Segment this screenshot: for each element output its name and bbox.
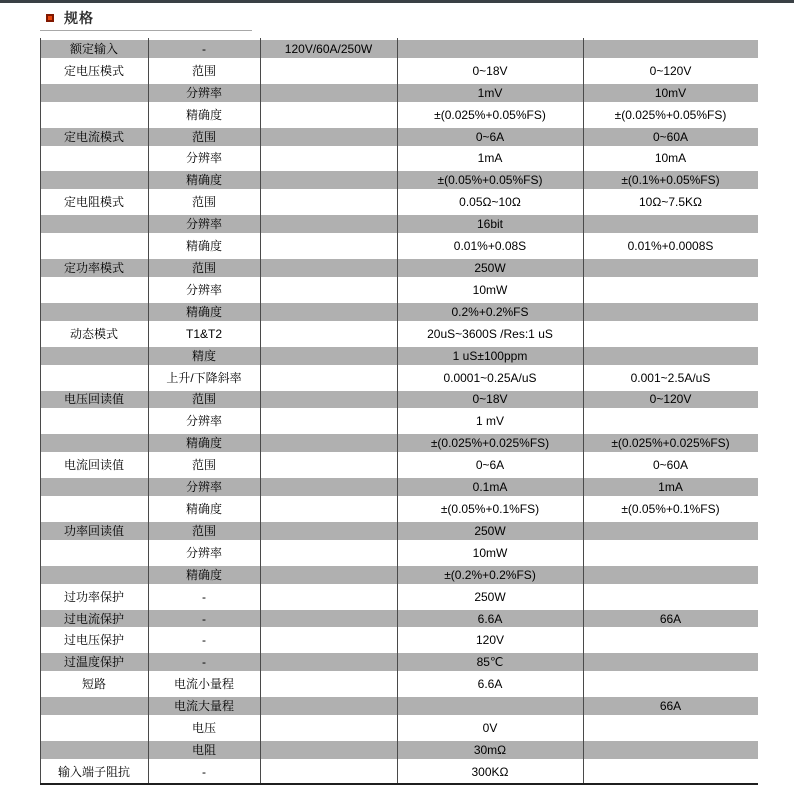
table-cell-item: -: [202, 633, 206, 648]
table-cell-item: 分辨率: [185, 414, 222, 429]
table-cell-item: -: [202, 655, 206, 670]
table-cell-value-high: 1mA: [658, 480, 683, 495]
table-cell-value-low: 10mW: [472, 545, 508, 560]
table-cell-item: 分辨率: [185, 151, 222, 166]
table-cell-note: [260, 761, 397, 783]
table-cell-item: 范围: [191, 458, 216, 473]
table-cell-value-low: 10mW: [472, 282, 508, 297]
table-cell-note: [260, 191, 397, 213]
table-cell-value-low: 300KΩ: [471, 764, 509, 779]
table-cell-value-high: [583, 586, 758, 608]
table-cell-category: 输入端子阻抗: [57, 764, 130, 779]
table-cell-value-low: 6.6A: [477, 611, 503, 626]
table-cell-value-low: 250W: [474, 523, 506, 538]
table-cell-value-high: 66A: [659, 699, 682, 714]
table-cell-category: 电压回读值: [63, 392, 124, 407]
table-cell-value-low: ±(0.2%+0.2%FS): [444, 567, 536, 582]
grid-line-col1: [148, 38, 149, 783]
table-cell-category: [40, 148, 148, 170]
grid-line-left: [40, 38, 41, 783]
table-cell-value-low: 250W: [474, 589, 506, 604]
table-cell-item: 范围: [191, 523, 216, 538]
section-header: [46, 8, 94, 28]
table-cell-note: [260, 259, 397, 277]
table-cell-note: [260, 171, 397, 189]
table-cell-category: [40, 347, 148, 365]
table-cell-value-low: 0~6A: [475, 129, 505, 144]
table-cell-category: 短路: [81, 677, 106, 692]
table-cell-value-low: 30mΩ: [473, 742, 507, 757]
table-cell-item: 精度: [191, 348, 216, 363]
table-cell-note: [260, 478, 397, 496]
table-cell-item: T1&T2: [185, 326, 222, 341]
table-cell-value-low: 120V: [475, 633, 505, 648]
table-cell-category: 过温度保护: [63, 655, 124, 670]
table-cell-note: [260, 104, 397, 126]
table-cell-category: [40, 410, 148, 432]
table-cell-category: [40, 542, 148, 564]
table-cell-item: 范围: [191, 261, 216, 276]
table-cell-value-high: [583, 717, 758, 739]
table-cell-value-high: 0~120V: [649, 63, 692, 78]
table-cell-value-high: 10Ω~7.5KΩ: [639, 195, 702, 210]
spec-table-rows: [40, 38, 758, 783]
table-cell-item: 分辨率: [185, 217, 222, 232]
table-cell-note: [260, 367, 397, 389]
spec-table: [40, 38, 758, 785]
table-cell-value-high: ±(0.025%+0.025%FS): [611, 436, 730, 451]
table-cell-value-high: [583, 542, 758, 564]
table-cell-note: [260, 215, 397, 233]
page-title: 规格: [64, 10, 94, 26]
table-cell-value-low: 0.0001~0.25A/uS: [443, 370, 537, 385]
page-top-rule: [0, 0, 794, 3]
table-cell-note: [260, 673, 397, 695]
table-cell-value-high: [583, 761, 758, 783]
table-cell-value-low: [397, 40, 583, 58]
table-cell-value-high: ±(0.05%+0.1%FS): [621, 501, 720, 516]
table-cell-value-high: 0~120V: [649, 392, 692, 407]
table-cell-item: 精确度: [185, 107, 222, 122]
table-cell-item: 范围: [191, 195, 216, 210]
table-cell-value-high: [583, 741, 758, 759]
table-cell-item: 分辨率: [185, 480, 222, 495]
table-cell-category: [40, 235, 148, 257]
table-cell-note: [260, 410, 397, 432]
table-cell-value-low: 1mA: [477, 151, 503, 166]
table-cell-note: [260, 84, 397, 102]
table-cell-note: [260, 586, 397, 608]
table-cell-item: 精确度: [185, 567, 222, 582]
table-cell-item: 精确度: [185, 436, 222, 451]
table-cell-value-low: ±(0.05%+0.05%FS): [437, 173, 543, 188]
table-cell-note: [260, 717, 397, 739]
table-cell-value-high: 0~60A: [652, 129, 689, 144]
grid-line-col2: [260, 38, 261, 783]
table-cell-value-high: [583, 323, 758, 345]
table-cell-note: [260, 610, 397, 628]
table-cell-note: [260, 303, 397, 321]
table-cell-item: 分辨率: [185, 282, 222, 297]
table-cell-note: [260, 542, 397, 564]
table-cell-category: 额定输入: [69, 41, 118, 56]
table-cell-note: [260, 697, 397, 715]
table-cell-value-low: 6.6A: [477, 677, 503, 692]
table-cell-category: [40, 434, 148, 452]
table-cell-category: 过电压保护: [63, 633, 124, 648]
table-cell-value-high: [583, 40, 758, 58]
table-cell-category: 动态模式: [69, 326, 118, 341]
grid-line-col3: [397, 38, 398, 783]
table-cell-value-low: ±(0.025%+0.025%FS): [430, 436, 550, 451]
table-cell-category: [40, 104, 148, 126]
table-cell-note: [260, 128, 397, 146]
table-cell-item: 电流小量程: [173, 677, 234, 692]
table-cell-item: 范围: [191, 392, 216, 407]
table-cell-value-high: 10mV: [654, 85, 687, 100]
table-cell-note: [260, 323, 397, 345]
table-cell-item: 精确度: [185, 239, 222, 254]
table-cell-category: [40, 367, 148, 389]
table-cell-note: [260, 454, 397, 476]
table-cell-item: 范围: [191, 63, 216, 78]
bullet-square-icon: [46, 14, 54, 22]
table-cell-note: [260, 235, 397, 257]
table-cell-item: 精确度: [185, 501, 222, 516]
grid-line-col4: [583, 38, 584, 783]
table-cell-item: -: [202, 764, 206, 779]
table-cell-value-high: [583, 673, 758, 695]
table-cell-value-high: [583, 347, 758, 365]
title-underline: [40, 30, 252, 31]
table-cell-value-low: 1 uS±100ppm: [452, 348, 528, 363]
table-cell-value-high: [583, 303, 758, 321]
table-cell-category: 定功率模式: [63, 261, 124, 276]
table-cell-value-high: 66A: [659, 611, 682, 626]
table-cell-value-high: [583, 566, 758, 584]
table-cell-value-low: 0.05Ω~10Ω: [459, 195, 521, 210]
table-cell-category: [40, 279, 148, 301]
table-cell-category: 定电流模式: [63, 129, 124, 144]
table-cell-value-high: [583, 653, 758, 671]
table-cell-note: [260, 522, 397, 540]
table-cell-value-high: [583, 629, 758, 651]
table-cell-value-low: 20uS~3600S /Res:1 uS: [427, 326, 553, 341]
table-cell-category: 定电阻模式: [63, 195, 124, 210]
table-cell-category: [40, 171, 148, 189]
table-cell-value-low: 0.1mA: [472, 480, 508, 495]
table-cell-value-low: 0.2%+0.2%FS: [451, 304, 529, 319]
table-cell-value-high: 0.01%+0.0008S: [627, 239, 714, 254]
table-cell-note: [260, 566, 397, 584]
table-cell-value-low: 0V: [482, 721, 498, 736]
table-cell-value-low: 85℃: [476, 655, 504, 670]
table-cell-item: 分辨率: [185, 85, 222, 100]
table-cell-note: [260, 629, 397, 651]
table-cell-value-high: 10mA: [654, 151, 687, 166]
table-cell-item: -: [202, 589, 206, 604]
table-cell-item: 分辨率: [185, 545, 222, 560]
table-cell-value-low: 250W: [474, 261, 506, 276]
table-cell-value-low: 0~18V: [472, 392, 508, 407]
table-cell-category: 功率回读值: [63, 523, 124, 538]
table-cell-item: 上升/下降斜率: [166, 370, 242, 385]
table-cell-note: [260, 498, 397, 520]
table-cell-value-low: ±(0.025%+0.05%FS): [434, 107, 546, 122]
table-cell-category: [40, 566, 148, 584]
table-cell-category: [40, 84, 148, 102]
table-cell-category: 过电流保护: [63, 611, 124, 626]
table-cell-note: [260, 741, 397, 759]
table-cell-category: [40, 697, 148, 715]
table-cell-item: 精确度: [185, 304, 222, 319]
table-cell-value-high: ±(0.025%+0.05%FS): [614, 107, 727, 122]
table-cell-note: [260, 653, 397, 671]
table-cell-item: 电流大量程: [173, 699, 234, 714]
table-cell-item: 电压: [191, 721, 216, 736]
table-cell-value-low: 0~6A: [475, 458, 505, 473]
table-cell-note: [260, 279, 397, 301]
table-cell-value-high: 0~60A: [652, 458, 689, 473]
table-cell-category: [40, 303, 148, 321]
table-cell-note: 120V/60A/250W: [284, 41, 373, 56]
table-cell-value-high: ±(0.1%+0.05%FS): [621, 173, 720, 188]
table-cell-note: [260, 148, 397, 170]
table-cell-item: 精确度: [185, 173, 222, 188]
table-cell-value-low: 16bit: [476, 217, 504, 232]
table-cell-value-high: [583, 522, 758, 540]
table-cell-value-high: [583, 259, 758, 277]
table-bottom-rule: [40, 783, 758, 785]
table-cell-value-low: ±(0.05%+0.1%FS): [440, 501, 540, 516]
table-cell-category: [40, 498, 148, 520]
table-cell-value-low: 1mV: [477, 85, 503, 100]
table-cell-category: 定电压模式: [63, 63, 124, 78]
table-cell-category: [40, 741, 148, 759]
table-cell-item: -: [202, 41, 206, 56]
table-cell-note: [260, 60, 397, 82]
table-cell-value-low: [397, 697, 583, 715]
table-cell-category: 过功率保护: [63, 589, 124, 604]
table-cell-value-high: [583, 410, 758, 432]
table-cell-category: [40, 717, 148, 739]
table-cell-category: [40, 215, 148, 233]
table-cell-note: [260, 434, 397, 452]
table-cell-value-high: 0.001~2.5A/uS: [630, 370, 711, 385]
table-cell-item: 范围: [191, 129, 216, 144]
table-cell-category: 电流回读值: [63, 458, 124, 473]
table-cell-note: [260, 391, 397, 409]
table-cell-category: [40, 478, 148, 496]
table-cell-value-low: 1 mV: [475, 414, 504, 429]
table-cell-item: -: [202, 611, 206, 626]
table-cell-note: [260, 347, 397, 365]
table-cell-value-high: [583, 215, 758, 233]
table-cell-value-low: 0.01%+0.08S: [453, 239, 527, 254]
table-cell-value-low: 0~18V: [472, 63, 508, 78]
table-cell-item: 电阻: [191, 742, 216, 757]
table-cell-value-high: [583, 279, 758, 301]
